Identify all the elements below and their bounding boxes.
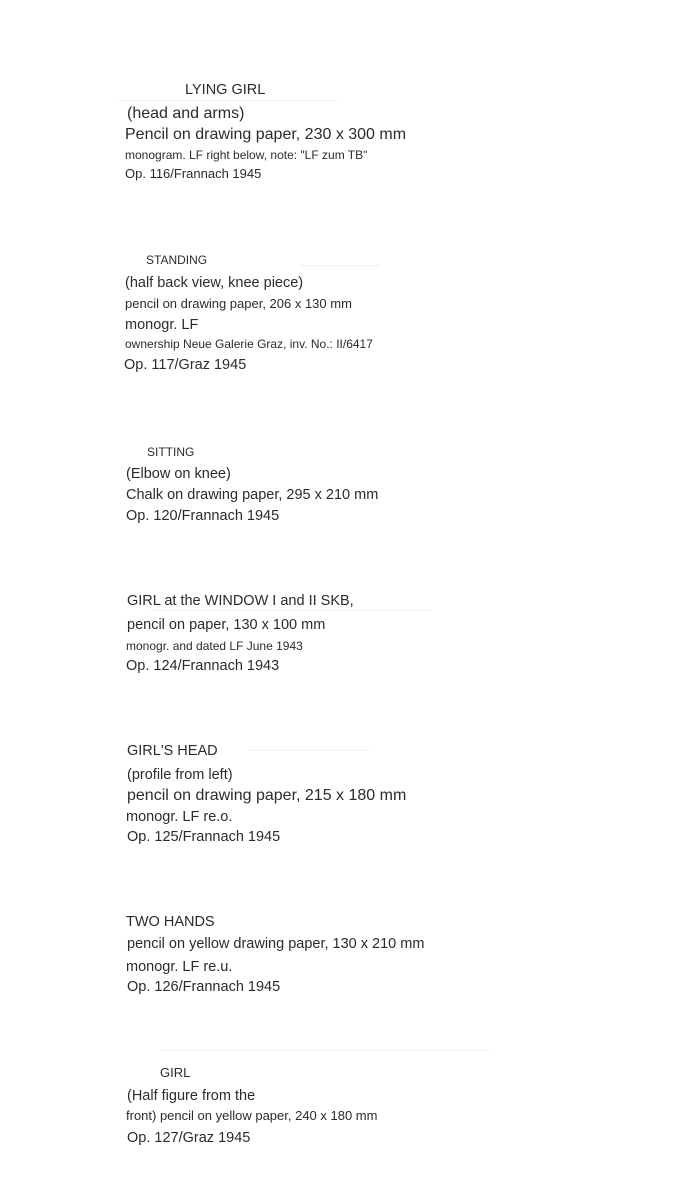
entry-opus: Op. 117/Graz 1945 [124,357,247,373]
entry-opus: Op. 120/Frannach 1945 [126,508,280,524]
entry-title: GIRL'S HEAD [127,743,218,759]
entry-title: GIRL [160,1065,191,1080]
entry-opus: Op. 126/Frannach 1945 [127,979,281,995]
entry-medium: pencil on yellow drawing paper, 130 x 210 mm [127,936,425,952]
entry-opus: Op. 127/Graz 1945 [127,1130,251,1146]
scan-artifact [250,750,370,751]
entry-medium: Pencil on drawing paper, 230 x 300 mm [125,126,407,143]
entry-subtitle: (head and arms) [127,105,245,122]
entry-subtitle: (profile from left) [127,767,233,783]
scan-artifact [300,265,380,266]
entry-signature: monogr. LF re.u. [126,959,233,975]
entry-title: TWO HANDS [126,914,215,930]
entry-subtitle: (Elbow on knee) [126,466,231,482]
entry-medium: pencil on drawing paper, 215 x 180 mm [127,787,407,804]
scan-artifact [150,610,430,611]
entry-title: SITTING [147,445,195,459]
entry-ownership: ownership Neue Galerie Graz, inv. No.: II/6417 [125,337,373,351]
entry-title: LYING GIRL [185,82,266,98]
scan-artifact [118,100,338,101]
entry-signature: monogram. LF right below, note: "LF zum TB" [125,148,368,162]
entry-subtitle: (Half figure from the [127,1088,256,1104]
scan-artifact [160,1050,490,1051]
entry-title: GIRL at the WINDOW I and II SKB, [127,593,354,609]
entry-opus: Op. 116/Frannach 1945 [125,166,262,181]
entry-signature: monogr. LF [125,317,199,333]
entry-medium: Chalk on drawing paper, 295 x 210 mm [126,487,379,503]
entry-subtitle: (half back view, knee piece) [125,275,304,291]
entry-opus: Op. 125/Frannach 1945 [127,829,281,845]
entry-medium: pencil on paper, 130 x 100 mm [127,617,326,633]
entry-signature: monogr. LF re.o. [126,809,233,825]
entry-title: STANDING [146,253,208,267]
entry-opus: Op. 124/Frannach 1943 [126,658,280,674]
entry-medium: front) pencil on yellow paper, 240 x 180 mm [126,1108,378,1123]
entry-medium: pencil on drawing paper, 206 x 130 mm [125,296,352,311]
entry-signature: monogr. and dated LF June 1943 [126,639,303,653]
